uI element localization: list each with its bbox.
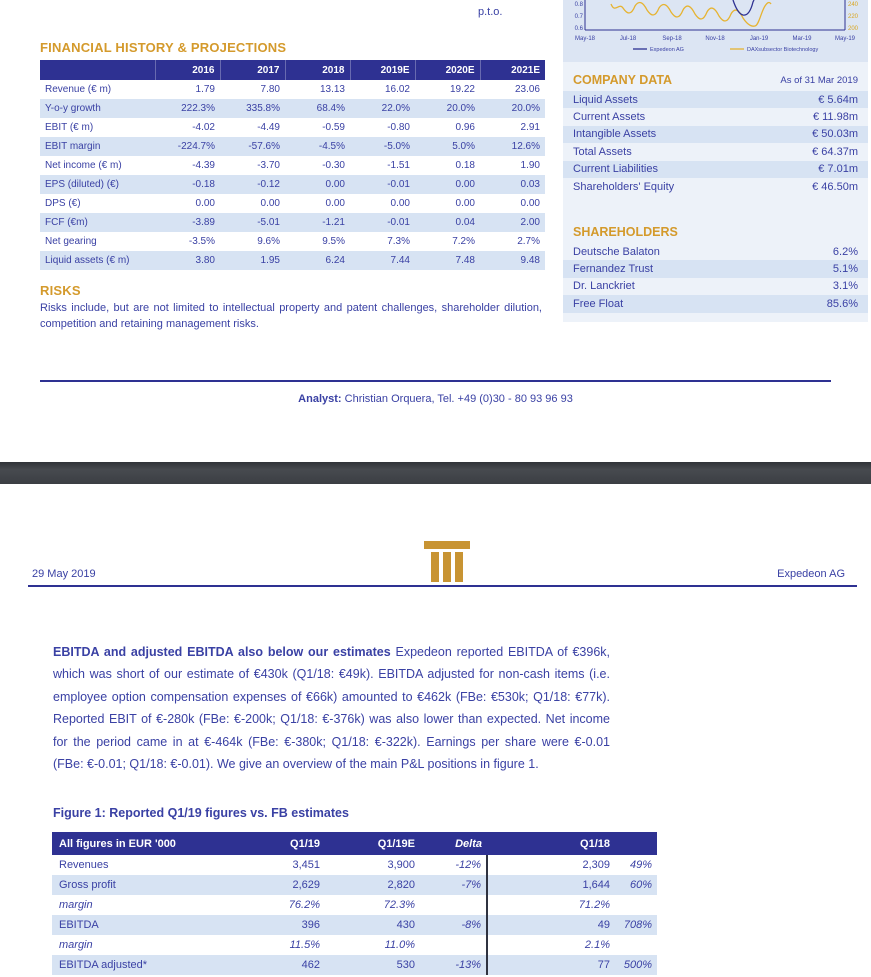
row-value: 2.00 <box>520 217 540 228</box>
row-value: 9.5% <box>322 236 345 247</box>
row-value: 49 <box>487 915 615 935</box>
fin-table-row <box>40 232 545 251</box>
row-label: margin <box>59 899 93 911</box>
row-value: -4.39 <box>192 160 215 171</box>
fin-table-row <box>40 156 545 175</box>
row-value: 7.2% <box>452 236 475 247</box>
row-value: 0.04 <box>455 217 475 228</box>
analyst-contact: Christian Orquera, Tel. +49 (0)30 - 80 93 96 93 <box>341 393 573 405</box>
row-value: 335.8% <box>246 103 280 114</box>
row-value: 3.80 <box>195 255 215 266</box>
figure1-table-head <box>52 832 657 855</box>
row-value: 0.96 <box>455 122 475 133</box>
x-tick: Nov-18 <box>705 36 725 42</box>
fig-column-header: Q1/19E <box>325 832 420 855</box>
row-value: -224.7% <box>177 141 215 152</box>
x-tick: Jan-19 <box>749 36 769 42</box>
row-label: Revenue (€ m) <box>45 84 112 95</box>
data-row <box>563 161 868 178</box>
y-tick: 0.7 <box>574 14 583 20</box>
row-label: EPS (diluted) (€) <box>45 179 119 190</box>
row-value: -8% <box>461 919 481 931</box>
fin-table-row <box>40 118 545 137</box>
share-price-line <box>733 0 754 15</box>
row-label: Total Assets <box>573 145 632 158</box>
fin-column-header: 2021E <box>480 60 545 80</box>
row-value: 7.44 <box>390 255 410 266</box>
row-value <box>615 895 657 915</box>
data-row <box>563 91 868 108</box>
row-value: 72.3% <box>383 899 415 911</box>
row-value: -3.5% <box>188 236 215 247</box>
pto-note: p.t.o. <box>478 6 503 18</box>
row-value: 85.6% <box>826 297 858 310</box>
fin-table-row <box>40 80 545 99</box>
row-label: EBIT (€ m) <box>45 122 94 133</box>
row-value: 500% <box>623 959 652 971</box>
row-value: 2,309 <box>487 855 615 875</box>
data-row <box>563 295 868 312</box>
y-tick-right: 240 <box>848 2 859 8</box>
row-value: 20.0% <box>446 103 475 114</box>
fin-table-row <box>40 137 545 156</box>
report-sidebar <box>563 0 868 322</box>
row-value: -0.30 <box>322 160 345 171</box>
row-value: -0.01 <box>387 179 410 190</box>
fig-table-row <box>52 875 657 895</box>
row-value: 1.79 <box>195 84 215 95</box>
data-row <box>563 108 868 125</box>
row-value: 77 <box>487 955 615 975</box>
row-value: -4.49 <box>257 122 280 133</box>
x-tick: May-18 <box>574 36 596 42</box>
row-value: 0.00 <box>390 198 410 209</box>
row-value: 0.00 <box>520 198 540 209</box>
row-label: Shareholders' Equity <box>573 180 675 193</box>
row-value: 2.1% <box>487 935 615 955</box>
fin-table-row <box>40 99 545 118</box>
row-value: -1.51 <box>387 160 410 171</box>
row-label: Net income (€ m) <box>45 160 122 171</box>
data-row <box>563 260 868 277</box>
ebitda-paragraph <box>53 641 610 775</box>
row-value: 0.18 <box>455 160 475 171</box>
row-value: 9.6% <box>257 236 280 247</box>
row-value: -0.12 <box>257 179 280 190</box>
row-label: Free Float <box>573 297 624 310</box>
row-value: € 7.01m <box>818 163 858 176</box>
analyst-label: Analyst: <box>298 393 342 405</box>
row-value: 22.0% <box>381 103 410 114</box>
x-tick: Mar-19 <box>792 36 812 42</box>
y-tick-right: 220 <box>848 14 859 20</box>
row-value: 1,644 <box>487 875 615 895</box>
row-label: EBITDA <box>59 919 99 931</box>
header-date: 29 May 2019 <box>32 568 96 580</box>
row-value: 23.06 <box>514 84 540 95</box>
fig-header-row <box>52 832 657 855</box>
fin-column-header: 2020E <box>415 60 480 80</box>
row-value: 7.80 <box>260 84 280 95</box>
x-tick: Sep-18 <box>662 36 682 42</box>
row-value: 1.90 <box>520 160 540 171</box>
row-value: 11.5% <box>289 939 320 951</box>
row-value: 16.02 <box>384 84 410 95</box>
row-label: Fernandez Trust <box>573 263 654 276</box>
row-label: Deutsche Balaton <box>573 245 660 258</box>
row-value: € 50.03m <box>812 128 858 141</box>
row-value: 2.91 <box>520 122 540 133</box>
fig-column-header: Q1/19 <box>230 832 325 855</box>
figure1-title: Figure 1: Reported Q1/19 figures vs. FB estimates <box>53 806 349 820</box>
data-row <box>563 178 868 195</box>
y-tick: 0.6 <box>574 26 583 32</box>
row-label: EBITDA adjusted* <box>59 959 148 971</box>
company-data-title: COMPANY DATA <box>573 73 673 87</box>
fig-table-row <box>52 855 657 875</box>
financial-history-table-body <box>40 80 545 270</box>
row-label: Current Liabilities <box>573 163 658 176</box>
row-label: Dr. Lanckriet <box>573 280 635 293</box>
share-price-chart <box>563 0 868 62</box>
paragraph-body: Expedeon reported EBITDA of €396k, which was short of our estimate of €430k (Q1/18: €49k). EBITDA adjusted for non-cash items (i.e. employee option compensation expenses of €66k) amounted to €462k (FBe: €530k; Q1/18: €77k). Reported EBIT of €-280k (FBe: €-200k; Q1/18: €-376k) was also lower than expected. Net income for the period came in at €-464k (FBe: €-380k; Q1/18: €-322k). Earnings per share were €-0.01 (FBe: €-0.01; Q1/18: €-0.01). We give an overview of the main P&L positions in figure 1. <box>53 645 610 772</box>
fin-table-row <box>40 175 545 194</box>
row-value: 462 <box>301 959 320 971</box>
row-value: 5.0% <box>452 141 475 152</box>
fig-column-header <box>615 832 657 855</box>
financial-history-table-head <box>40 60 545 80</box>
share-price-chart-svg <box>563 0 868 62</box>
row-value: 5.1% <box>832 263 858 276</box>
row-value: 76.2% <box>288 899 320 911</box>
fig-table-row <box>52 895 657 915</box>
row-value: € 64.37m <box>812 145 858 158</box>
row-value: 71.2% <box>487 895 615 915</box>
shareholders-title: SHAREHOLDERS <box>573 225 678 239</box>
row-value <box>420 935 487 955</box>
shareholders-header <box>563 223 868 241</box>
row-label: FCF (€m) <box>45 217 88 228</box>
row-value: 0.00 <box>455 179 475 190</box>
row-label: Liquid assets (€ m) <box>45 255 130 266</box>
data-row <box>563 126 868 143</box>
row-label: Liquid Assets <box>573 93 638 106</box>
first-berlin-pillar-logo-icon <box>424 541 470 585</box>
row-value: 11.0% <box>384 939 415 951</box>
risks-text: Risks include, but are not limited to intellectual property and patent challenges, shareholder dilution, competition and retaining management risks. <box>40 302 542 330</box>
row-value: 3,451 <box>292 859 320 871</box>
data-row <box>563 143 868 160</box>
data-row <box>563 278 868 295</box>
row-label: EBIT margin <box>45 141 101 152</box>
fig-column-header: All figures in EUR '000 <box>52 832 230 855</box>
row-value: 2,629 <box>292 879 320 891</box>
fin-header-spacer <box>40 60 155 80</box>
row-label: Intangible Assets <box>573 128 657 141</box>
fig-table-row <box>52 935 657 955</box>
row-label: Y-o-y growth <box>45 103 101 114</box>
header-company: Expedeon AG <box>777 568 845 580</box>
row-label: margin <box>59 939 93 951</box>
row-value: 7.3% <box>387 236 410 247</box>
row-value: 2.7% <box>517 236 540 247</box>
row-value: -13% <box>455 959 481 971</box>
row-value: 396 <box>301 919 320 931</box>
row-value: -5.01 <box>257 217 280 228</box>
fin-column-header: 2018 <box>285 60 350 80</box>
x-tick: Jul-18 <box>619 36 637 42</box>
fig-column-header: Delta <box>420 832 487 855</box>
row-value: -5.0% <box>383 141 410 152</box>
row-value: 20.0% <box>511 103 540 114</box>
x-tick: May-19 <box>834 36 856 42</box>
row-value: 13.13 <box>319 84 345 95</box>
row-value: -3.89 <box>192 217 215 228</box>
row-label: Gross profit <box>59 879 116 891</box>
row-value: 0.03 <box>520 179 540 190</box>
row-value: 6.2% <box>832 245 858 258</box>
row-value: 3,900 <box>387 859 415 871</box>
page-separator <box>0 462 871 484</box>
fin-column-header: 2016 <box>155 60 220 80</box>
fig-table-row <box>52 915 657 935</box>
legend-label: DAXsubsector Biotechnology <box>747 47 819 53</box>
fig-table-row <box>52 955 657 975</box>
fin-column-header: 2019E <box>350 60 415 80</box>
row-value: 0.00 <box>325 179 345 190</box>
row-value: -4.02 <box>192 122 215 133</box>
fin-table-row <box>40 194 545 213</box>
row-value: -4.5% <box>318 141 345 152</box>
row-value <box>615 935 657 955</box>
row-value: 19.22 <box>449 84 475 95</box>
data-row <box>563 243 868 260</box>
row-value: -3.70 <box>257 160 280 171</box>
figure1-table-body <box>52 855 657 975</box>
y-tick-right: 200 <box>848 26 859 32</box>
fin-table-row <box>40 213 545 232</box>
row-label: Current Assets <box>573 111 646 124</box>
row-value: 49% <box>629 859 652 871</box>
footer-rule <box>40 380 831 382</box>
row-value: 12.6% <box>511 141 540 152</box>
row-value: 0.00 <box>325 198 345 209</box>
row-value: -7% <box>461 879 481 891</box>
row-value: -0.80 <box>387 122 410 133</box>
row-value <box>420 895 487 915</box>
row-value: -12% <box>455 859 481 871</box>
financial-history-title: FINANCIAL HISTORY & PROJECTIONS <box>40 40 287 55</box>
row-value: € 46.50m <box>812 180 858 193</box>
row-value: 3.1% <box>832 280 858 293</box>
row-label: Net gearing <box>45 236 97 247</box>
row-label: Revenues <box>59 859 109 871</box>
fin-column-header: 2017 <box>220 60 285 80</box>
row-value: 68.4% <box>316 103 345 114</box>
row-value: 2,820 <box>387 879 415 891</box>
legend-label: Expedeon AG <box>650 47 684 53</box>
row-value: 222.3% <box>181 103 215 114</box>
row-value: 1.95 <box>260 255 280 266</box>
row-value: 7.48 <box>455 255 475 266</box>
row-value: 708% <box>623 919 652 931</box>
row-value: 0.00 <box>455 198 475 209</box>
company-data-asof: As of 31 Mar 2019 <box>780 74 858 86</box>
row-value: 60% <box>629 879 652 891</box>
risks-title: RISKS <box>40 283 81 298</box>
fig-column-header: Q1/18 <box>487 832 615 855</box>
shareholders-list <box>563 243 868 313</box>
analyst-line <box>40 393 831 405</box>
row-value: 9.48 <box>520 255 540 266</box>
y-tick: 0.8 <box>574 2 583 8</box>
row-value: 0.00 <box>195 198 215 209</box>
row-value: -0.01 <box>387 217 410 228</box>
financial-history-table <box>40 60 545 270</box>
row-value: € 5.64m <box>818 93 858 106</box>
row-value: -0.59 <box>322 122 345 133</box>
fin-table-row <box>40 251 545 270</box>
fin-header-row <box>40 60 545 80</box>
row-value: -1.21 <box>322 217 345 228</box>
row-value: € 11.98m <box>812 111 858 124</box>
row-value: -57.6% <box>248 141 280 152</box>
figure1-table <box>52 832 657 975</box>
row-label: DPS (€) <box>45 198 81 209</box>
row-value: 430 <box>396 919 415 931</box>
row-value: 530 <box>396 959 415 971</box>
row-value: 6.24 <box>325 255 345 266</box>
paragraph-lead: EBITDA and adjusted EBITDA also below our estimates <box>53 645 391 659</box>
company-data-header <box>563 71 868 89</box>
company-data-list <box>563 91 868 195</box>
row-value: -0.18 <box>192 179 215 190</box>
row-value: 0.00 <box>260 198 280 209</box>
header-rule <box>28 585 857 587</box>
